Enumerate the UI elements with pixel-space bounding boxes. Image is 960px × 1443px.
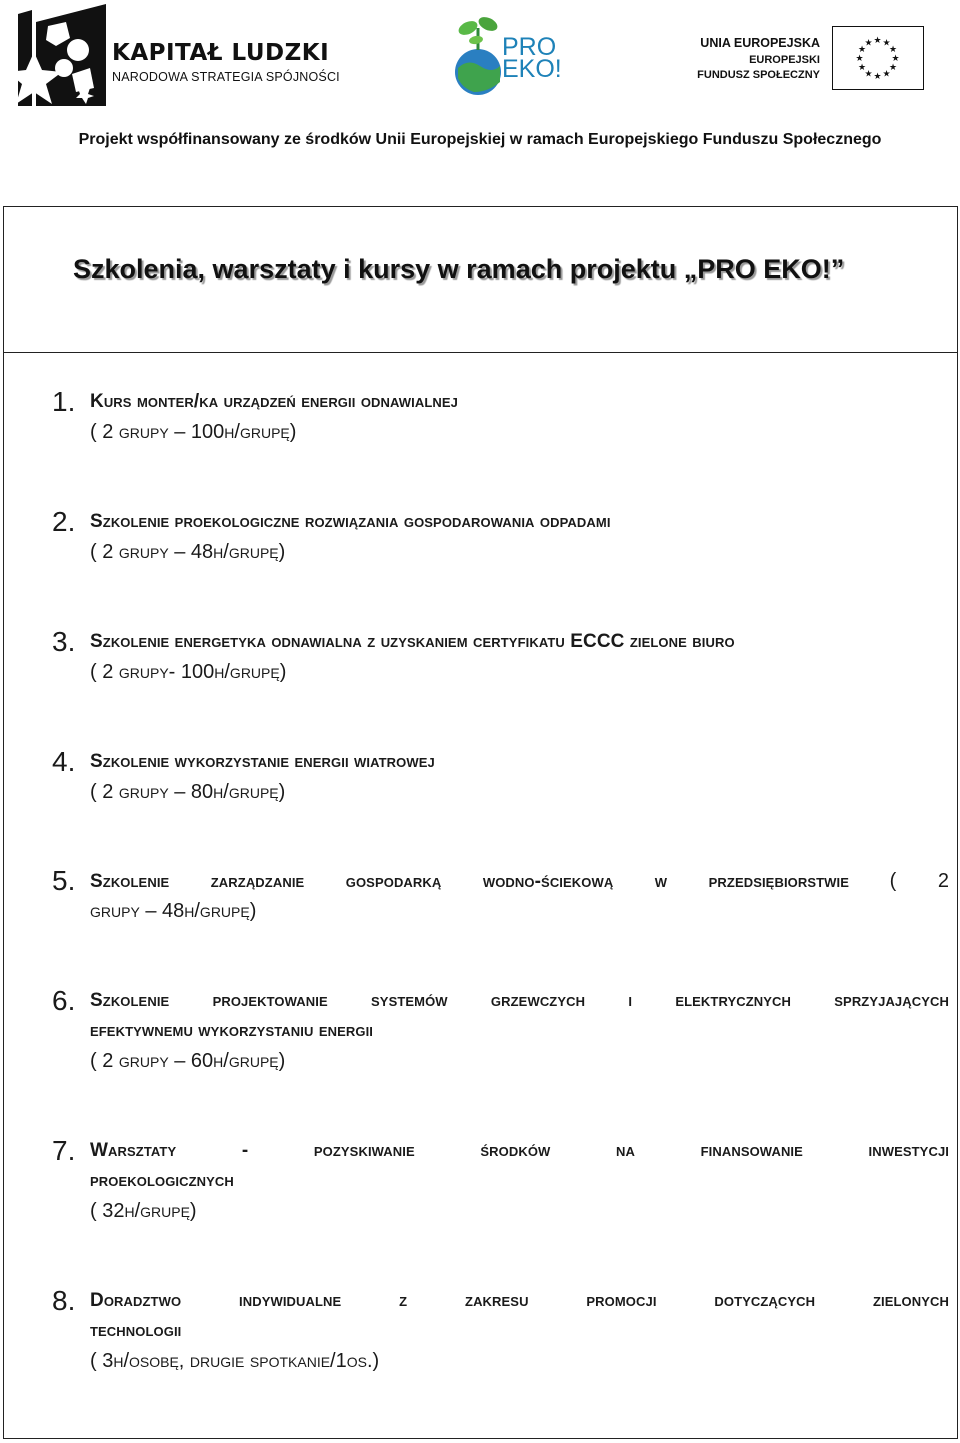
item-number: 8. [52,1285,76,1316]
item-number: 7. [52,1135,76,1166]
item-detail: ( 32h/grupę) [90,1200,197,1222]
item-name-continued: efektywnemu wykorzystaniu energii [90,1020,374,1041]
item-name-line [90,866,949,896]
document-title: Szkolenia, warsztaty i kursy w ramach projektu „PRO EKO!” [73,254,845,284]
item-detail: ( 2 grupy- 100h/grupę) [90,661,287,683]
item-number: 3. [52,626,76,657]
item-detail: ( 2 grupy – 80h/grupę) [90,781,286,803]
title-divider [3,352,958,353]
kapital-ludzki-title: KAPITAŁ LUDZKI [112,40,330,66]
item-name: Szkolenie projektowanie systemów grzewczych i elektrycznych sprzyjających [90,990,949,1011]
svg-text:★: ★ [891,54,900,64]
svg-text:★: ★ [873,36,882,46]
item-detail: ( 2 grupy – 60h/grupę) [90,1050,286,1072]
item-name: Szkolenie energetyka odnawialna z uzyskaniem certyfikatu ECCC zielone biuro [90,631,735,652]
pro-eko-line2: EKO! [502,55,562,83]
eu-line2: EUROPEJSKI [749,53,820,66]
eu-line3: FUNDUSZ SPOŁECZNY [697,69,820,81]
item-name: Doradztwo indywidualne z zakresu promocji dotyczących zielonych [90,1290,949,1311]
item-number: 5. [52,865,76,896]
item-name: Kurs monter/ka urządzeń energii odnawialnej [90,391,458,412]
item-name: Szkolenie zarządzanie gospodarką wodno-ściekową w przedsiębiorstwie [90,871,850,892]
item-number: 4. [52,746,76,777]
kapital-ludzki-logo [18,4,348,106]
item-name-line [90,986,949,1016]
svg-text:★: ★ [864,38,873,49]
item-name: Warsztaty - pozyskiwanie środków na finansowanie inwestycji [90,1140,949,1161]
svg-text:★: ★ [882,69,891,80]
cofinancing-tagline: Projekt współfinansowany ze środków Unii Europejskiej w ramach Europejskiego Funduszu Społecznego [78,131,882,148]
item-number: 1. [52,386,76,417]
pro-eko-wordmark [502,33,562,83]
item-name: Szkolenie proekologiczne rozwiązania gospodarowania odpadami [90,511,611,532]
item-detail: ( 3h/osobę, drugie spotkanie/1os.) [90,1350,380,1372]
item-name: Szkolenie wykorzystanie energii wiatrowej [90,751,435,772]
svg-text:★: ★ [855,54,864,64]
item-detail: ( 2 grupy – 48h/grupę) [90,541,286,563]
item-number: 2. [52,506,76,537]
item-detail-start: ( 2 [889,870,950,892]
item-name-continued: proekologicznych [90,1170,234,1191]
eu-flag-icon [832,26,924,90]
eu-text-block [696,36,820,84]
svg-text:★: ★ [882,38,891,49]
svg-text:★: ★ [864,69,873,80]
item-number: 6. [52,985,76,1016]
kapital-ludzki-mark-icon [18,4,106,106]
pro-eko-logo [452,14,562,98]
kapital-ludzki-subtitle: NARODOWA STRATEGIA SPÓJNOŚCI [112,70,340,84]
svg-text:★: ★ [873,72,882,82]
svg-text:★: ★ [857,45,867,55]
svg-text:★: ★ [857,63,867,73]
eu-efs-logo [690,26,930,92]
svg-text:★: ★ [888,63,898,73]
pro-eko-line1: PRO [502,33,557,61]
svg-text:★: ★ [888,45,898,55]
item-detail: grupy – 48h/grupę) [90,900,257,922]
item-detail: ( 2 grupy – 100h/grupę) [90,421,297,443]
item-name-continued: technologii [90,1320,182,1341]
eu-line1: UNIA EUROPEJSKA [700,36,820,50]
